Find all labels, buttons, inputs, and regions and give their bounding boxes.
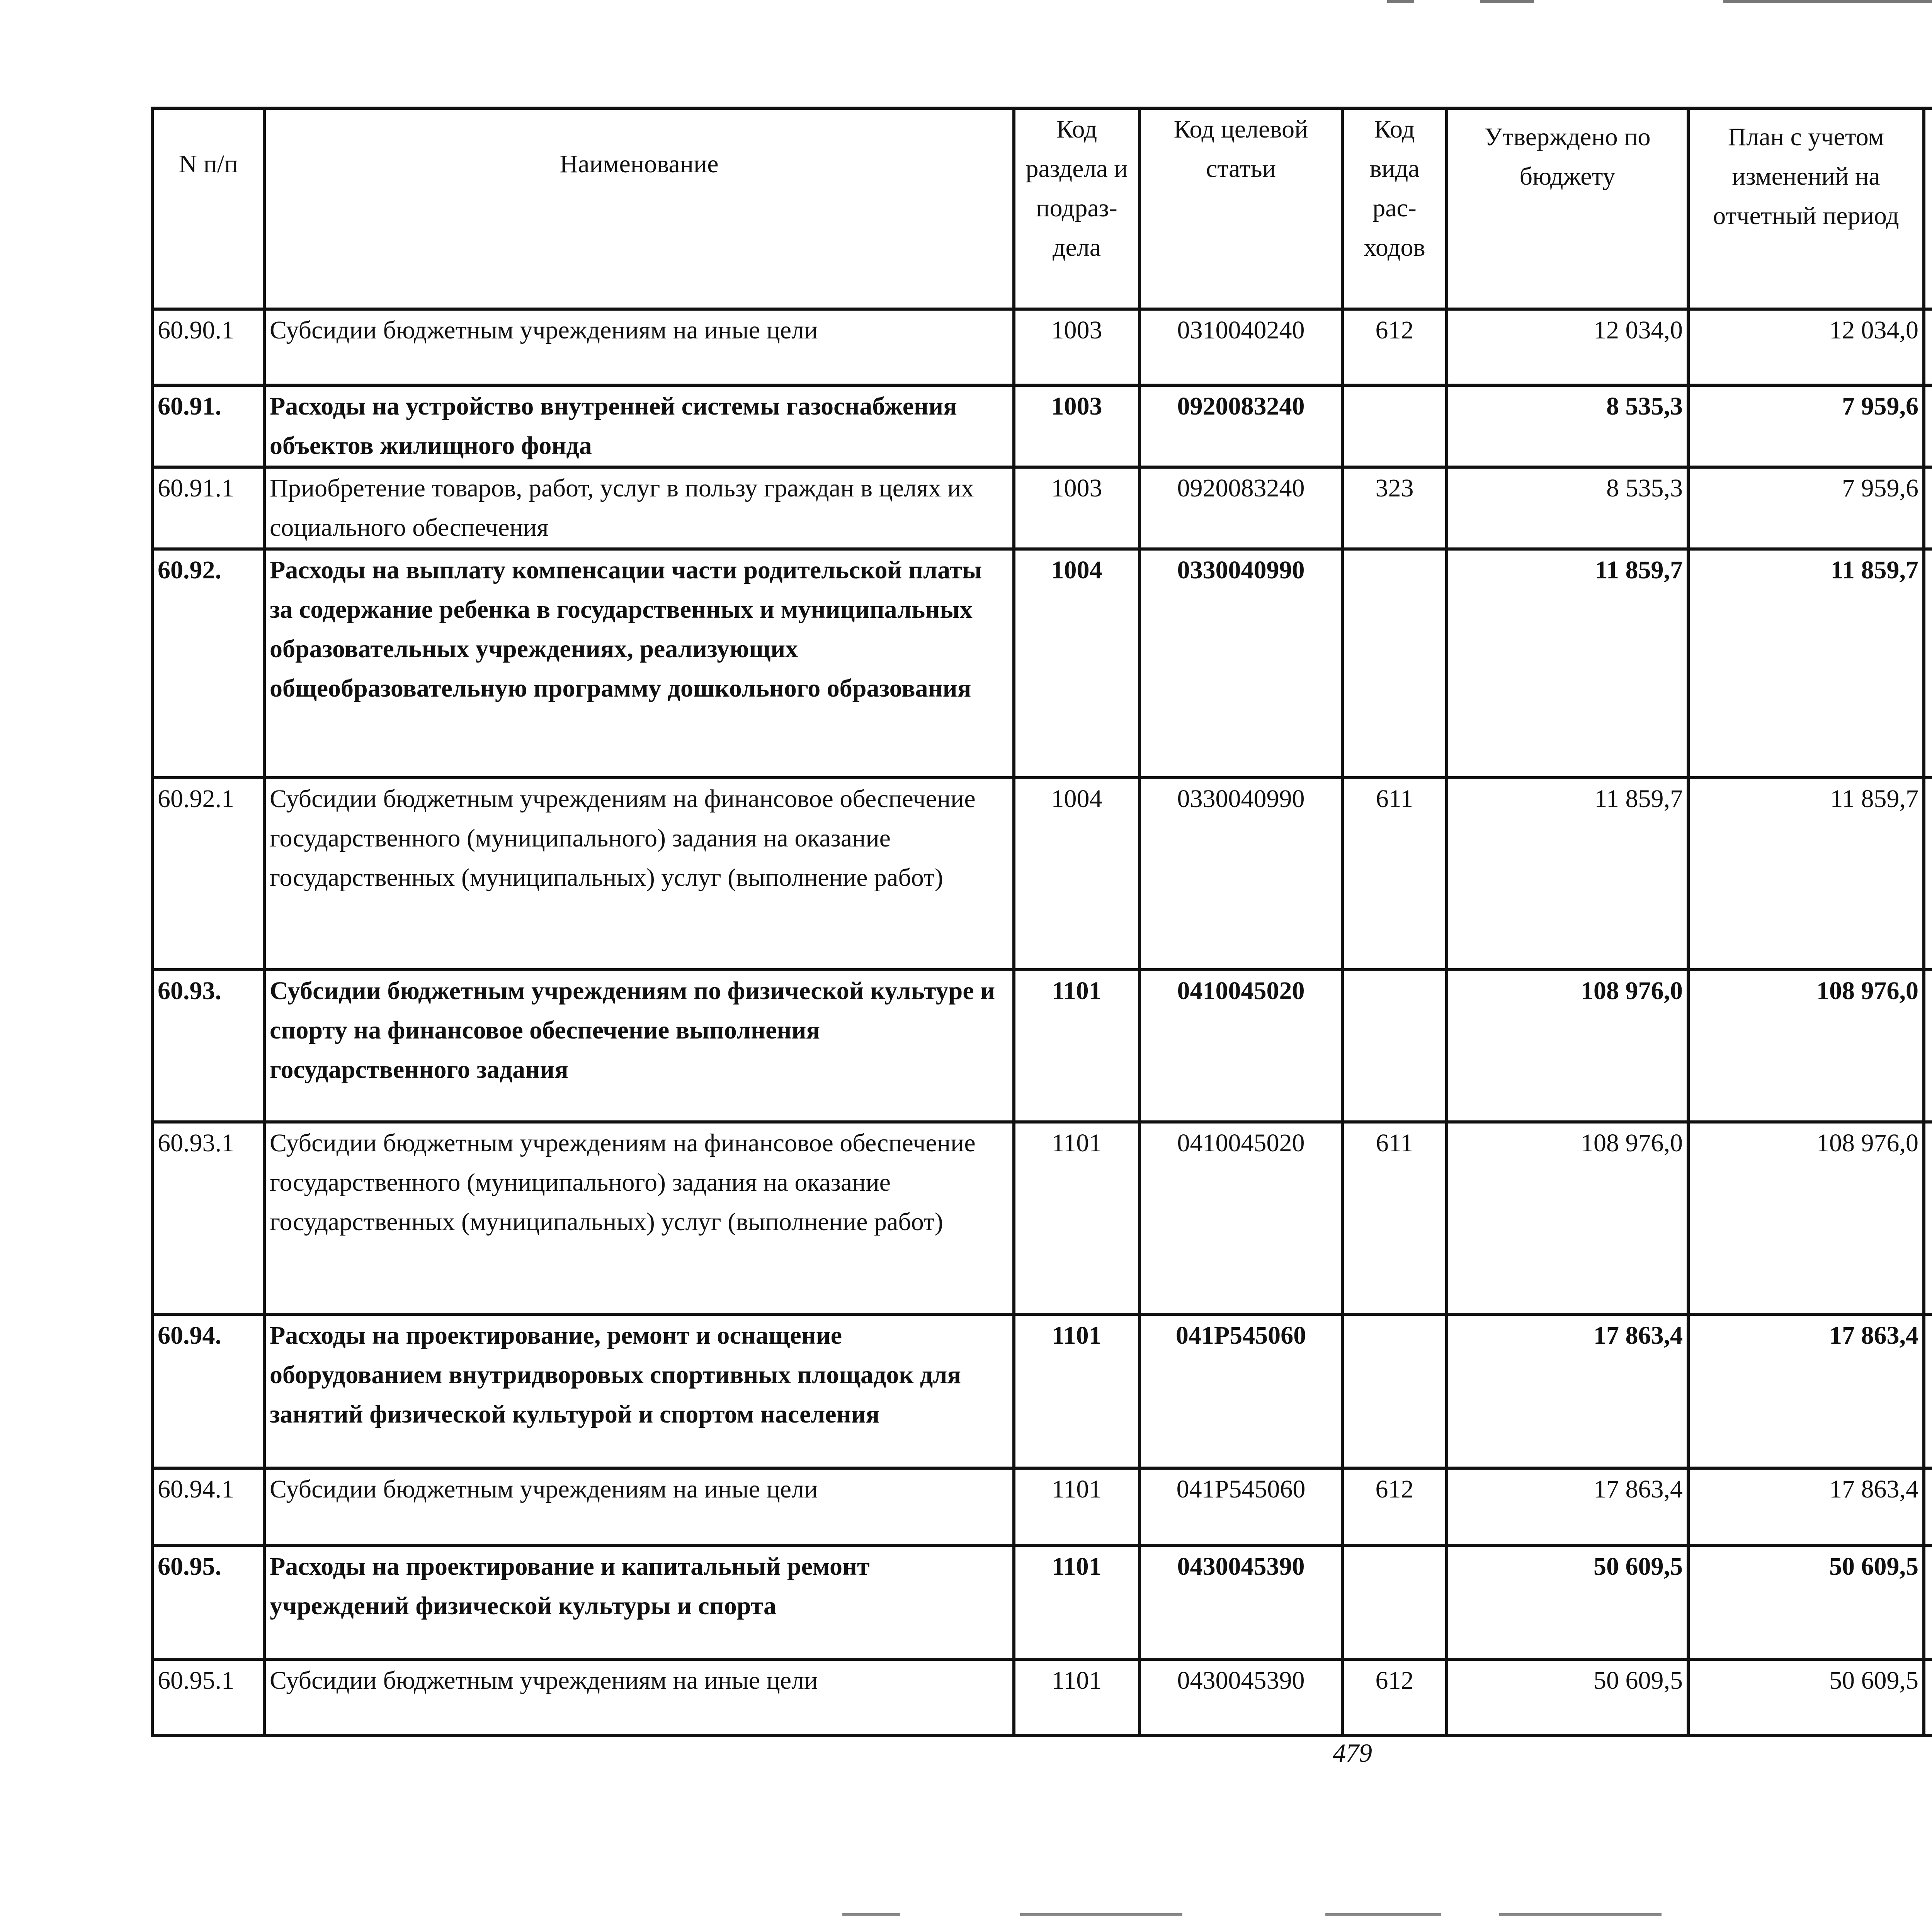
row-executed	[1924, 549, 1932, 778]
row-plan: 11 859,7	[1688, 778, 1924, 970]
row-expense-code	[1342, 1314, 1447, 1468]
table-row	[152, 385, 1932, 467]
row-num: 60.95.	[152, 1545, 264, 1659]
row-section-code: 1003	[1014, 467, 1139, 549]
table-row	[152, 970, 1932, 1122]
table-row	[152, 309, 1932, 385]
row-target-code: 0410045020	[1139, 1122, 1342, 1314]
row-target-code: 0430045390	[1139, 1545, 1342, 1659]
row-plan: 17 863,4	[1688, 1314, 1924, 1468]
row-plan: 11 859,7	[1688, 549, 1924, 778]
row-section-code: 1101	[1014, 1545, 1139, 1659]
row-name: Субсидии бюджетным учреждениям на финансовое обеспечение государственного (муниципального) задания на оказание государственных (муниципальных) услуг (выполнение работ)	[264, 1122, 1014, 1314]
row-section-code: 1101	[1014, 1468, 1139, 1545]
row-section-code: 1004	[1014, 549, 1139, 778]
row-name: Субсидии бюджетным учреждениям на финансовое обеспечение государственного (муниципального) задания на оказание государственных (муниципальных) услуг (выполнение работ)	[264, 778, 1014, 970]
row-approved: 108 976,0	[1447, 1122, 1688, 1314]
row-expense-code: 612	[1342, 309, 1447, 385]
table-row	[152, 1659, 1932, 1735]
row-plan: 7 959,6	[1688, 385, 1924, 467]
row-section-code: 1101	[1014, 1314, 1139, 1468]
row-num: 60.90.1	[152, 309, 264, 385]
row-executed	[1924, 1468, 1932, 1545]
row-target-code: 0330040990	[1139, 549, 1342, 778]
row-expense-code	[1342, 1545, 1447, 1659]
header-name: Наименование	[264, 108, 1014, 309]
row-approved: 17 863,4	[1447, 1468, 1688, 1545]
table-row	[152, 1468, 1932, 1545]
row-target-code: 0330040990	[1139, 778, 1342, 970]
row-plan: 50 609,5	[1688, 1659, 1924, 1735]
row-name: Расходы на проектирование и капитальный ремонт учреждений физической культуры и спорта	[264, 1545, 1014, 1659]
row-plan: 12 034,0	[1688, 309, 1924, 385]
row-name: Расходы на устройство внутренней системы газоснабжения объектов жилищного фонда	[264, 385, 1014, 467]
row-executed	[1924, 778, 1932, 970]
row-approved: 11 859,7	[1447, 549, 1688, 778]
row-plan: 17 863,4	[1688, 1468, 1924, 1545]
bottom-edge-marks	[842, 1913, 1692, 1917]
row-expense-code	[1342, 970, 1447, 1122]
row-plan: 50 609,5	[1688, 1545, 1924, 1659]
header-executed	[1924, 108, 1932, 309]
row-name: Расходы на проектирование, ремонт и оснащение оборудованием внутридворовых спортивных площадок для занятий физической культурой и спортом населения	[264, 1314, 1014, 1468]
budget-execution-table	[151, 107, 1932, 1737]
row-num: 60.92.	[152, 549, 264, 778]
row-name: Приобретение товаров, работ, услуг в пользу граждан в целях их социального обеспечения	[264, 467, 1014, 549]
row-target-code: 0410045020	[1139, 970, 1342, 1122]
table-row	[152, 778, 1932, 970]
row-section-code: 1101	[1014, 1659, 1139, 1735]
row-num: 60.93.1	[152, 1122, 264, 1314]
row-target-code: 041Р545060	[1139, 1468, 1342, 1545]
row-expense-code: 612	[1342, 1468, 1447, 1545]
row-expense-code: 612	[1342, 1659, 1447, 1735]
row-executed	[1924, 970, 1932, 1122]
row-approved: 108 976,0	[1447, 970, 1688, 1122]
row-plan: 108 976,0	[1688, 1122, 1924, 1314]
row-num: 60.91.	[152, 385, 264, 467]
row-name: Субсидии бюджетным учреждениям на иные цели	[264, 309, 1014, 385]
page-number: 479	[1333, 1738, 1372, 1768]
table-header	[152, 108, 1932, 309]
row-section-code: 1003	[1014, 385, 1139, 467]
row-name: Субсидии бюджетным учреждениям по физической культуре и спорту на финансовое обеспечение выполнения государственного задания	[264, 970, 1014, 1122]
row-num: 60.95.1	[152, 1659, 264, 1735]
header-plan: План с учетом изменений на отчетный период	[1688, 108, 1924, 309]
header-num: N п/п	[152, 108, 264, 309]
row-expense-code: 611	[1342, 778, 1447, 970]
table-body	[152, 309, 1932, 1735]
row-section-code: 1101	[1014, 970, 1139, 1122]
row-target-code: 041Р545060	[1139, 1314, 1342, 1468]
row-section-code: 1004	[1014, 778, 1139, 970]
row-approved: 17 863,4	[1447, 1314, 1688, 1468]
row-target-code: 0310040240	[1139, 309, 1342, 385]
header-approved: Утверждено по бюджету	[1447, 108, 1688, 309]
row-executed	[1924, 385, 1932, 467]
row-num: 60.94.1	[152, 1468, 264, 1545]
row-section-code: 1101	[1014, 1122, 1139, 1314]
row-executed	[1924, 1314, 1932, 1468]
row-approved: 8 535,3	[1447, 467, 1688, 549]
table-row	[152, 1122, 1932, 1314]
table-row	[152, 1545, 1932, 1659]
table-row	[152, 549, 1932, 778]
row-expense-code	[1342, 385, 1447, 467]
row-target-code: 0430045390	[1139, 1659, 1342, 1735]
header-target-code: Код целевой статьи	[1139, 108, 1342, 309]
row-approved: 8 535,3	[1447, 385, 1688, 467]
row-target-code: 0920083240	[1139, 385, 1342, 467]
table-row	[152, 467, 1932, 549]
row-name: Субсидии бюджетным учреждениям на иные цели	[264, 1468, 1014, 1545]
row-approved: 50 609,5	[1447, 1545, 1688, 1659]
row-executed	[1924, 467, 1932, 549]
row-approved: 12 034,0	[1447, 309, 1688, 385]
row-executed	[1924, 309, 1932, 385]
header-section-code: Код раздела и подраз-дела	[1014, 108, 1139, 309]
row-approved: 11 859,7	[1447, 778, 1688, 970]
row-num: 60.91.1	[152, 467, 264, 549]
top-edge-marks	[1387, 0, 1932, 5]
row-plan: 7 959,6	[1688, 467, 1924, 549]
row-executed	[1924, 1122, 1932, 1314]
header-expense-code: Код вида рас-ходов	[1342, 108, 1447, 309]
row-section-code: 1003	[1014, 309, 1139, 385]
row-plan: 108 976,0	[1688, 970, 1924, 1122]
row-executed	[1924, 1659, 1932, 1735]
row-name: Расходы на выплату компенсации части родительской платы за содержание ребенка в государственных и муниципальных образовательных учреждениях, реализующих общеобразовательную программу дошкольного образования	[264, 549, 1014, 778]
row-num: 60.92.1	[152, 778, 264, 970]
row-approved: 50 609,5	[1447, 1659, 1688, 1735]
table-row	[152, 1314, 1932, 1468]
row-target-code: 0920083240	[1139, 467, 1342, 549]
row-expense-code	[1342, 549, 1447, 778]
row-num: 60.94.	[152, 1314, 264, 1468]
row-expense-code: 323	[1342, 467, 1447, 549]
row-num: 60.93.	[152, 970, 264, 1122]
row-executed	[1924, 1545, 1932, 1659]
row-expense-code: 611	[1342, 1122, 1447, 1314]
row-name: Субсидии бюджетным учреждениям на иные цели	[264, 1659, 1014, 1735]
